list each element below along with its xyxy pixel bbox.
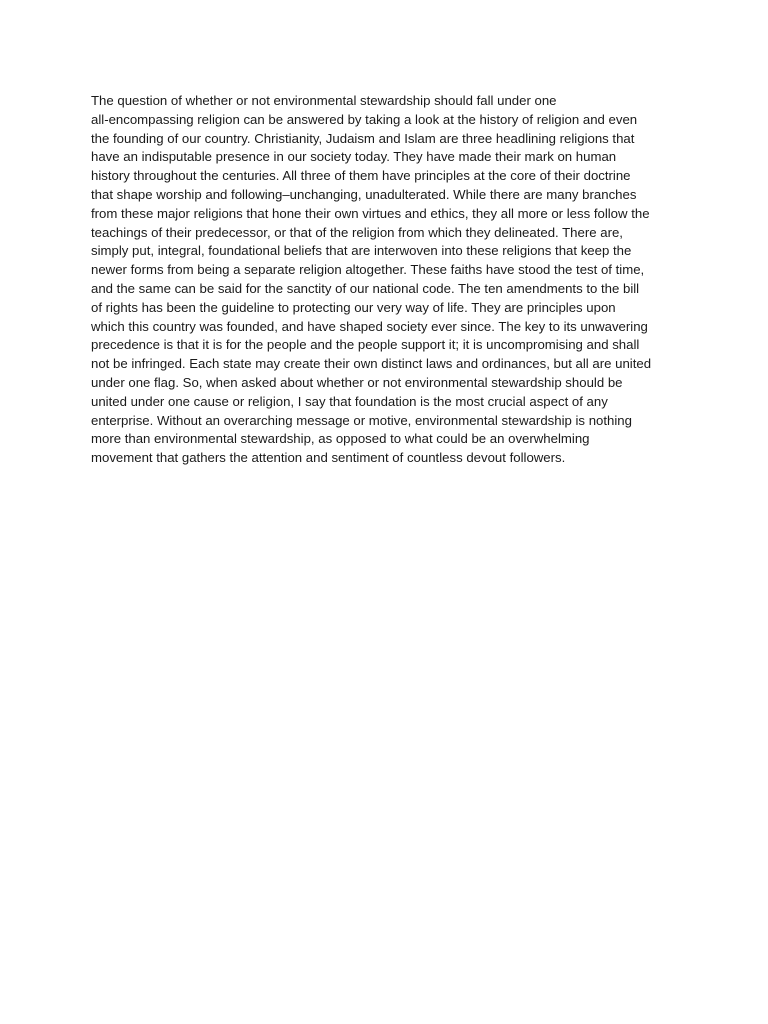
text-line: under one flag. So, when asked about whether or not environmental stewardship should be — [91, 374, 623, 390]
text-line: all-encompassing religion can be answered by taking a look at the history of religion and even — [91, 111, 638, 127]
text-line: enterprise. Without an overarching message or motive, environmental stewardship is nothing — [91, 412, 632, 428]
text-line: precedence is that it is for the people and the people support it; it is uncompromising and shall — [91, 337, 640, 353]
text-line: movement that gathers the attention and sentiment of countless devout followers. — [91, 450, 566, 466]
text-line: more than environmental stewardship, as opposed to what could be an overwhelming — [91, 431, 590, 447]
text-line: united under one cause or religion, I say that foundation is the most crucial aspect of any — [91, 393, 608, 409]
text-line: have an indisputable presence in our society today. They have made their mark on human — [91, 149, 617, 165]
text-line: the founding of our country. Christianity, Judaism and Islam are three headlining religions that — [91, 130, 635, 146]
text-line: from these major religions that hone their own virtues and ethics, they all more or less follow the — [91, 205, 650, 221]
text-line: teachings of their predecessor, or that of the religion from which they delineated. There are, — [91, 224, 623, 240]
text-line: of rights has been the guideline to protecting our very way of life. They are principles upon — [91, 299, 616, 315]
text-line: not be infringed. Each state may create their own distinct laws and ordinances, but all are united — [91, 356, 652, 372]
text-line: which this country was founded, and have shaped society ever since. The key to its unwavering — [91, 318, 648, 334]
text-line: history throughout the centuries. All three of them have principles at the core of their doctrine — [91, 168, 631, 184]
text-line: simply put, integral, foundational beliefs that are interwoven into these religions that keep the — [91, 243, 632, 259]
text-line: The question of whether or not environmental stewardship should fall under one — [91, 93, 557, 108]
body-paragraph — [91, 92, 691, 468]
text-line: and the same can be said for the sanctity of our national code. The ten amendments to the bill — [91, 280, 640, 296]
text-line: that shape worship and following–unchanging, unadulterated. While there are many branches — [91, 186, 637, 202]
text-line: newer forms from being a separate religion altogether. These faiths have stood the test of time, — [91, 262, 645, 278]
